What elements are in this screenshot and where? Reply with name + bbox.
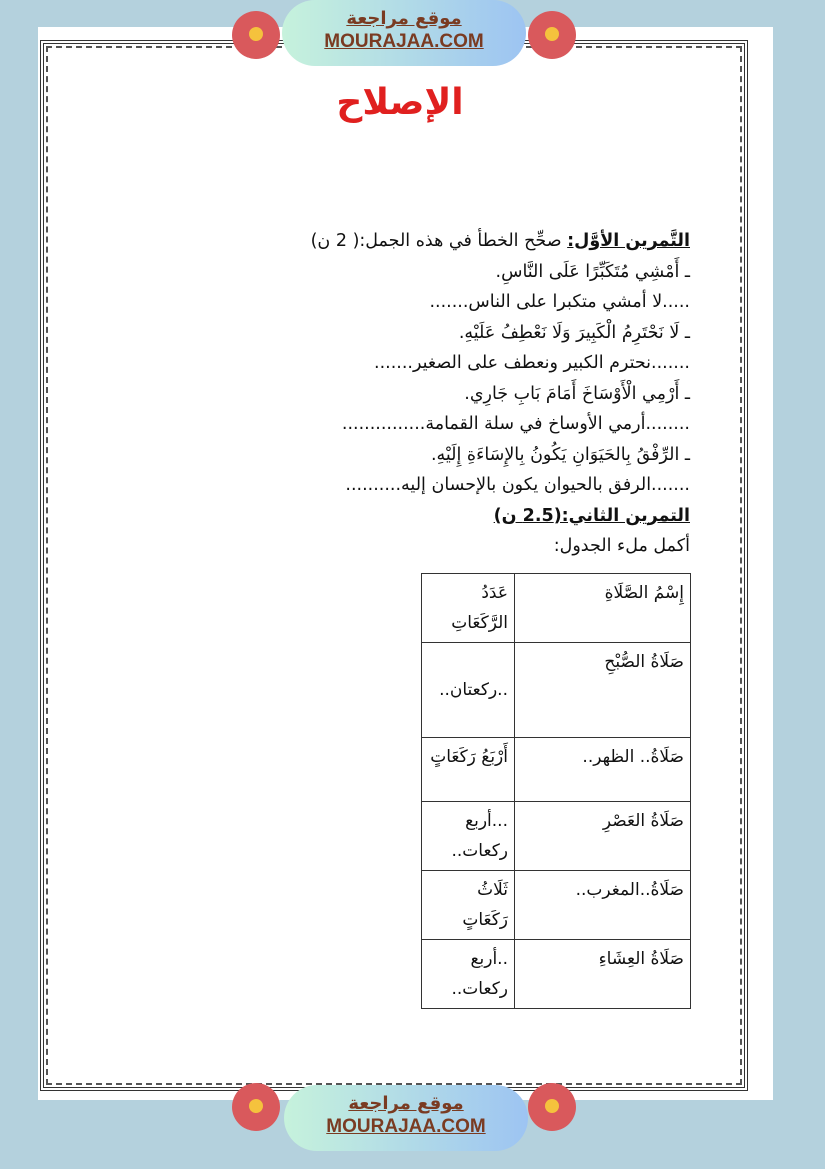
line: .....لا أمشي متكبرا على الناس....... xyxy=(429,292,690,312)
cell: أَرْبَعُ رَكَعَاتٍ xyxy=(422,738,515,802)
cell: ..ركعتان.. xyxy=(422,643,515,738)
line: ـ أَرْمِي الْأَوْسَاخَ أَمَامَ بَابِ جَارِي. xyxy=(464,383,690,404)
line: ـ أَمْشِي مُتَكَبِّرًا عَلَى النَّاسِ. xyxy=(495,261,690,282)
line: .......نحترم الكبير ونعطف على الصغير....... xyxy=(374,353,690,373)
ex2-instruction: أكمل ملء الجدول: xyxy=(553,536,690,556)
prayer-table xyxy=(421,573,691,1009)
site-banner-bottom[interactable] xyxy=(284,1085,528,1151)
banner-arabic: موقع مراجعة xyxy=(346,8,462,29)
banner-arabic: موقع مراجعة xyxy=(348,1093,464,1114)
header-cell: إِسْمُ الصَّلَاةِ xyxy=(515,574,691,643)
cell: صَلَاةُ العِشَاءِ xyxy=(515,940,691,1009)
site-logo-icon xyxy=(232,11,280,59)
banner-latin: MOURAJAA.COM xyxy=(324,31,484,52)
header-cell: عَدَدُ الرَّكَعَاتِ xyxy=(422,574,515,643)
ex1-instruction: صحِّح الخطأ في هذه الجمل:( 2 ن) xyxy=(310,231,562,251)
cell: صَلَاةُ.. الظهر.. xyxy=(515,738,691,802)
exercise-content xyxy=(290,226,690,562)
site-logo-icon xyxy=(528,11,576,59)
site-logo-icon xyxy=(232,1083,280,1131)
ex1-heading: التَّمرين الأوَّل: xyxy=(567,231,690,251)
line: .......الرفق بالحيوان يكون بالإحسان إليه.......... xyxy=(345,475,690,495)
banner-latin: MOURAJAA.COM xyxy=(326,1116,486,1137)
ex2-heading: التمرين الثاني:(2.5 ن) xyxy=(493,505,690,526)
cell: صَلَاةُ..المغرب.. xyxy=(515,871,691,940)
site-banner-top[interactable] xyxy=(282,0,526,66)
cell: صَلَاةُ الصُّبْحِ xyxy=(515,643,691,738)
cell: ..أربع ركعات.. xyxy=(422,940,515,1009)
page-title: الإصلاح xyxy=(336,82,464,123)
cell: ...أربع ركعات.. xyxy=(422,802,515,871)
line: ........أرمي الأوساخ في سلة القمامة............... xyxy=(341,414,690,434)
cell: صَلَاةُ العَصْرِ xyxy=(515,802,691,871)
line: ـ الرِّفْقُ بِالحَيَوَانِ يَكُونُ بِالإِسَاءَةِ إِلَيْهِ. xyxy=(430,444,690,465)
site-logo-icon xyxy=(528,1083,576,1131)
cell: ثَلَاثُ رَكَعَاتٍ xyxy=(422,871,515,940)
line: ـ لَا نَحْتَرِمُ الْكَبِيرَ وَلَا نَعْطِفُ عَلَيْهِ. xyxy=(458,322,690,343)
